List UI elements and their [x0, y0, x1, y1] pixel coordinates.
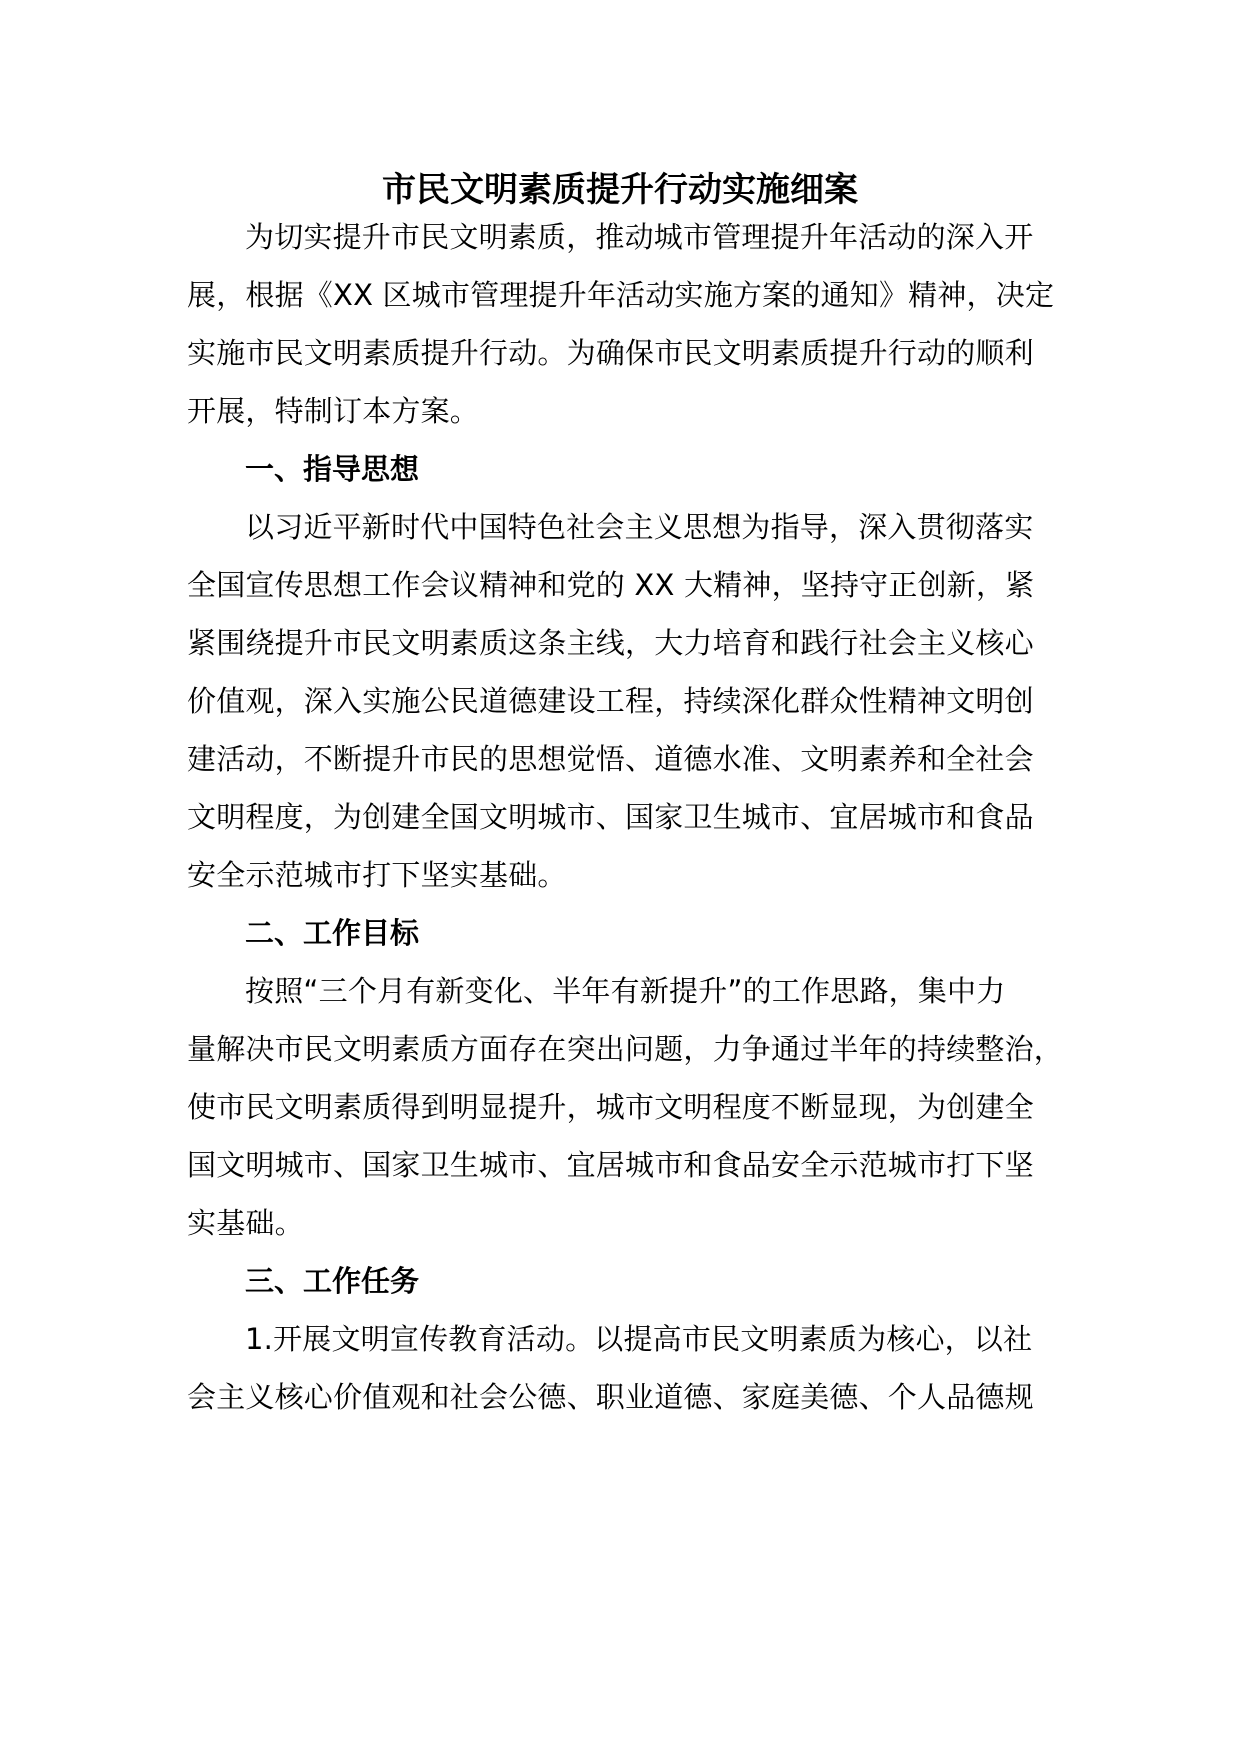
document-title: 市民文明素质提升行动实施细案	[382, 170, 858, 210]
section-heading-work-goals: 二、工作目标	[245, 916, 420, 950]
paragraph-line: 为切实提升市民文明素质，推动城市管理提升年活动的深入开	[245, 220, 1034, 254]
paragraph-line: 建活动，不断提升市民的思想觉悟、道德水准、文明素养和全社会	[187, 742, 1034, 776]
paragraph-line: 以习近平新时代中国特色社会主义思想为指导，深入贯彻落实	[245, 510, 1034, 544]
paragraph-line: 价值观，深入实施公民道德建设工程，持续深化群众性精神文明创	[187, 684, 1034, 718]
paragraph-line: 全国宣传思想工作会议精神和党的 XX 大精神，坚持守正创新，紧	[187, 568, 1035, 602]
paragraph-line: 文明程度，为创建全国文明城市、国家卫生城市、宜居城市和食品	[187, 800, 1034, 834]
paragraph-line: 会主义核心价值观和社会公德、职业道德、家庭美德、个人品德规	[187, 1380, 1034, 1414]
paragraph-line: 展，根据《XX 区城市管理提升年活动实施方案的通知》精神，决定	[187, 278, 1055, 312]
paragraph-line: 量解决市民文明素质方面存在突出问题，力争通过半年的持续整治，	[187, 1032, 1064, 1066]
section-heading-work-tasks: 三、工作任务	[245, 1264, 420, 1298]
paragraph-line: 1.开展文明宣传教育活动。以提高市民文明素质为核心，以社	[245, 1322, 1033, 1356]
paragraph-line: 实基础。	[187, 1206, 304, 1240]
paragraph-line: 紧围绕提升市民文明素质这条主线，大力培育和践行社会主义核心	[187, 626, 1034, 660]
paragraph-line: 安全示范城市打下坚实基础。	[187, 858, 567, 892]
paragraph-line: 开展，特制订本方案。	[187, 394, 480, 428]
paragraph-line: 按照“三个月有新变化、半年有新提升”的工作思路，集中力	[245, 974, 1006, 1008]
paragraph-line: 国文明城市、国家卫生城市、宜居城市和食品安全示范城市打下坚	[187, 1148, 1034, 1182]
section-heading-guiding-ideology: 一、指导思想	[245, 452, 420, 486]
paragraph-line: 使市民文明素质得到明显提升，城市文明程度不断显现，为创建全	[187, 1090, 1034, 1124]
paragraph-line: 实施市民文明素质提升行动。为确保市民文明素质提升行动的顺利	[187, 336, 1034, 370]
